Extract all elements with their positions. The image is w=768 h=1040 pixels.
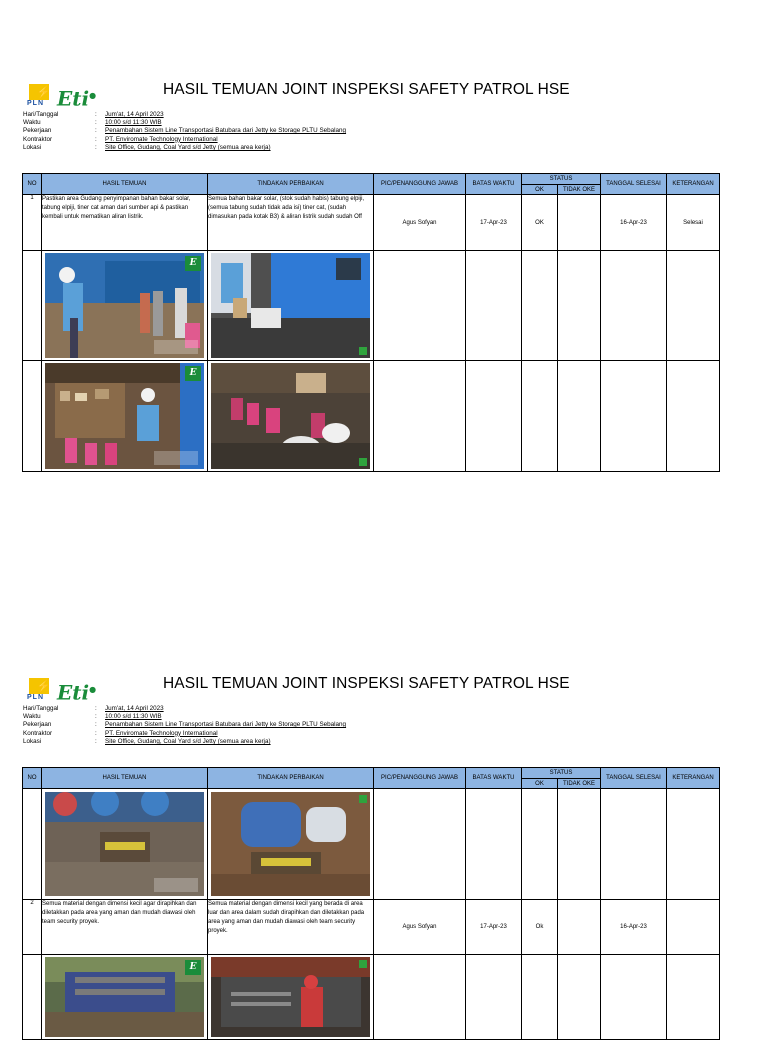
- info-row-contractor: Kontraktor : PT. Enviromate Technology International: [23, 729, 218, 737]
- info-row-work: Pekerjaan : Penambahan Sistem Line Transportasi Batubara dari Jetty ke Storage PLTU Sebalang: [23, 127, 347, 135]
- eti-logo-watermark: [359, 795, 367, 803]
- finding-photo-warehouse-2: [211, 253, 370, 358]
- eti-logo-watermark: [359, 960, 367, 968]
- findings-table: [22, 173, 720, 472]
- eti-logo-watermark: [359, 347, 367, 355]
- deadline-cell: 17-Apr-23: [466, 195, 522, 251]
- completion-date-cell: 16-Apr-23: [601, 195, 667, 251]
- photo-timestamp-stamp: [154, 451, 198, 465]
- finding-photo-material-4: [211, 957, 370, 1037]
- finding-photo-material-3: [45, 957, 204, 1037]
- header-status: STATUS: [522, 174, 601, 185]
- remarks-cell: [667, 900, 720, 955]
- table-row-photos: [23, 789, 720, 900]
- page-title: HASIL TEMUAN JOINT INSPEKSI SAFETY PATROL HSE: [163, 81, 570, 98]
- info-row-time: Waktu : 10:00 s/d 11:30 WIB: [23, 713, 162, 721]
- pic-cell: Agus Sofyan: [374, 900, 466, 955]
- eti-logo: Eti●: [57, 680, 97, 705]
- remarks-cell: Selesai: [667, 195, 720, 251]
- finding-text: Pastikan area Gudang penyimpanan bahan bakar solar, tabung elpiji, tiner cat aman dari sumber api & pastikan kembali untuk mematikan aliran listrik.: [42, 195, 208, 251]
- header-status-tidak-oke: TIDAK OKE: [558, 779, 601, 789]
- finding-number: 2: [23, 900, 42, 955]
- pln-logo: ⚡ PLN: [27, 679, 51, 701]
- page-title: HASIL TEMUAN JOINT INSPEKSI SAFETY PATROL HSE: [163, 675, 570, 692]
- header-tanggal-selesai: TANGGAL SELESAI: [601, 174, 667, 195]
- info-row-location: Lokasi : Site Office, Gudang, Coal Yard s/d Jetty (semua area kerja): [23, 143, 271, 151]
- eti-logo-watermark: E: [185, 256, 201, 271]
- info-row-date: Hari/Tanggal : Jum'at, 14 April 2023: [23, 705, 164, 712]
- photo-timestamp-stamp: [154, 340, 198, 354]
- pic-cell: Agus Sofyan: [374, 195, 466, 251]
- finding-photo-warehouse-1: [45, 253, 204, 358]
- eti-logo-watermark: E: [185, 960, 201, 975]
- finding-number: 1: [23, 195, 42, 251]
- table-row-photos: [23, 955, 720, 1040]
- finding-photo-material-2: [211, 792, 370, 896]
- info-row-time: Waktu : 10:00 s/d 11:30 WIB: [23, 119, 162, 127]
- table-row-photos: [23, 361, 720, 472]
- header-pic: PIC/PENANGGUNG JAWAB: [374, 768, 466, 789]
- status-ok-cell: OK: [522, 195, 558, 251]
- table-row-photos: [23, 251, 720, 361]
- photo-timestamp-stamp: [154, 878, 198, 892]
- header-status-ok: OK: [522, 779, 558, 789]
- finding-photo-material-1: [45, 792, 204, 896]
- header-status-ok: OK: [522, 185, 558, 195]
- header-keterangan: KETERANGAN: [667, 768, 720, 789]
- header-pic: PIC/PENANGGUNG JAWAB: [374, 174, 466, 195]
- findings-table: [22, 767, 720, 1040]
- corrective-action-text: Semua material dengan dimensi kecil yang berada di area luar dan area dalam sudah dirapihkan dan diletakkan pada area yang aman dan mudah diawasi oleh team security proyek.: [208, 900, 374, 955]
- finding-photo-warehouse-3: [45, 363, 204, 469]
- table-row: [23, 900, 720, 955]
- header-batas-waktu: BATAS WAKTU: [466, 768, 522, 789]
- header-no: NO: [23, 174, 42, 195]
- finding-text: Semua material dengan dimensi kecil agar dirapihkan dan diletakkan pada area yang aman dan mudah diawasi oleh team security proyek.: [42, 900, 208, 955]
- pln-logo: ⚡ PLN: [27, 85, 51, 107]
- info-row-work: Pekerjaan : Penambahan Sistem Line Transportasi Batubara dari Jetty ke Storage PLTU Sebalang: [23, 721, 347, 729]
- info-row-contractor: Kontraktor : PT. Enviromate Technology International: [23, 135, 218, 143]
- header-status: STATUS: [522, 768, 601, 779]
- company-logos: [27, 678, 96, 704]
- header-hasil-temuan: HASIL TEMUAN: [42, 768, 208, 789]
- corrective-action-text: Semua bahan bakar solar, (stok sudah habis) tabung elpiji, (semua tabung sudah tidak ada isi) tiner cat, (sudah dimasukan pada kotak B3) & aliran listrik sudah sudah Off: [208, 195, 374, 251]
- eti-logo-watermark: [359, 458, 367, 466]
- header-status-tidak-oke: TIDAK OKE: [558, 185, 601, 195]
- header-tindakan: TINDAKAN PERBAIKAN: [208, 768, 374, 789]
- inspection-info: [23, 111, 346, 152]
- status-tidak-oke-cell: [558, 195, 601, 251]
- header-keterangan: KETERANGAN: [667, 174, 720, 195]
- status-tidak-oke-cell: [558, 900, 601, 955]
- header-tindakan: TINDAKAN PERBAIKAN: [208, 174, 374, 195]
- company-logos: [27, 84, 96, 110]
- inspection-info: [23, 705, 346, 746]
- header-hasil-temuan: HASIL TEMUAN: [42, 174, 208, 195]
- completion-date-cell: 16-Apr-23: [601, 900, 667, 955]
- eti-logo: Eti●: [57, 86, 97, 111]
- table-row: [23, 195, 720, 251]
- header-no: NO: [23, 768, 42, 789]
- info-row-date: Hari/Tanggal : Jum'at, 14 April 2023: [23, 111, 164, 118]
- header-tanggal-selesai: TANGGAL SELESAI: [601, 768, 667, 789]
- deadline-cell: 17-Apr-23: [466, 900, 522, 955]
- info-row-location: Lokasi : Site Office, Gudang, Coal Yard s/d Jetty (semua area kerja): [23, 737, 271, 745]
- eti-logo-watermark: E: [185, 366, 201, 381]
- status-ok-cell: Ok: [522, 900, 558, 955]
- finding-photo-warehouse-4: [211, 363, 370, 469]
- header-batas-waktu: BATAS WAKTU: [466, 174, 522, 195]
